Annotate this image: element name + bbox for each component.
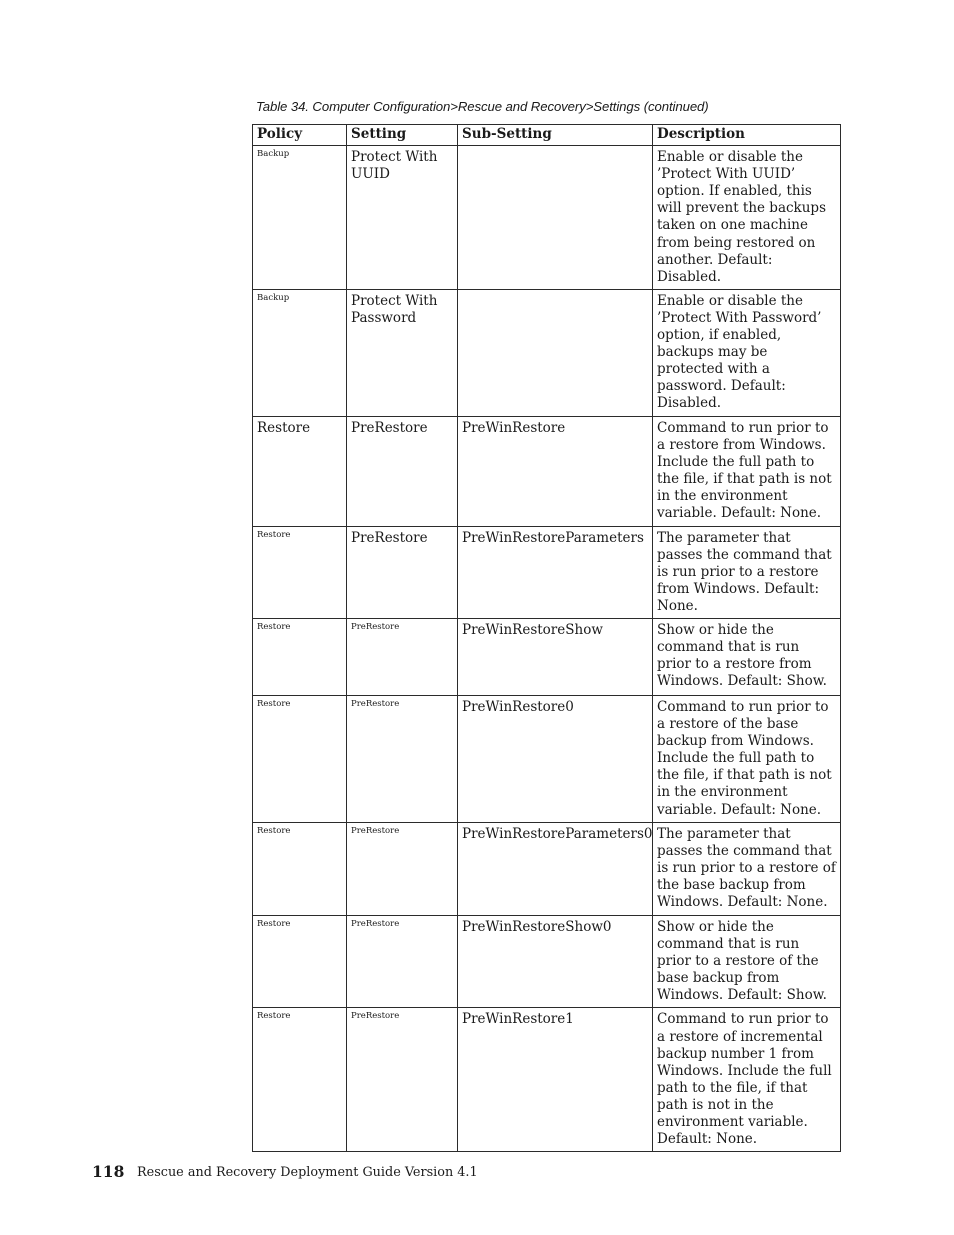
table-caption: Table 34. Computer Configuration>Rescue and Recovery>Settings (continued) <box>256 99 709 114</box>
policy-cell: Restore <box>253 822 347 915</box>
sub-setting-cell: PreWinRestoreParameters <box>458 526 653 618</box>
document-title: Rescue and Recovery Deployment Guide Version 4.1 <box>137 1165 478 1180</box>
policy-cell: Restore <box>253 618 347 695</box>
setting-cell: PreRestore <box>347 526 458 618</box>
column-header-description: Description <box>653 125 841 146</box>
description-cell: Show or hide the command that is run prior to a restore from Windows. Default: Show. <box>653 618 841 695</box>
page-number: 118 <box>92 1162 125 1181</box>
table-header-row <box>253 125 841 146</box>
table-row <box>253 1008 841 1152</box>
table-row <box>253 146 841 290</box>
table-row <box>253 915 841 1007</box>
policy-cell: Restore <box>253 416 347 526</box>
setting-cell: Protect With Password <box>347 289 458 416</box>
column-header-policy: Policy <box>253 125 347 146</box>
table-row <box>253 416 841 526</box>
description-cell: Show or hide the command that is run prior to a restore of the base backup from Windows. Default: Show. <box>653 915 841 1007</box>
policy-cell: Restore <box>253 1008 347 1152</box>
setting-cell: PreRestore <box>347 915 458 1007</box>
policy-cell: Backup <box>253 289 347 416</box>
sub-setting-cell: PreWinRestore <box>458 416 653 526</box>
description-cell: Enable or disable the ’Protect With Password’ option, if enabled, backups may be protected with a password. Default: Disabled. <box>653 289 841 416</box>
setting-cell: PreRestore <box>347 822 458 915</box>
policy-cell: Backup <box>253 146 347 290</box>
policy-cell: Restore <box>253 915 347 1007</box>
sub-setting-cell <box>458 289 653 416</box>
description-cell: Enable or disable the ’Protect With UUID’ option. If enabled, this will prevent the backups taken on one machine from being restored on another. Default: Disabled. <box>653 146 841 290</box>
setting-cell: PreRestore <box>347 618 458 695</box>
table-row <box>253 526 841 618</box>
sub-setting-cell: PreWinRestore0 <box>458 695 653 822</box>
table-row <box>253 822 841 915</box>
table-row <box>253 289 841 416</box>
table-row <box>253 695 841 822</box>
setting-cell: PreRestore <box>347 695 458 822</box>
description-cell: Command to run prior to a restore of the base backup from Windows. Include the full path to the file, if that path is not in the environment variable. Default: None. <box>653 695 841 822</box>
setting-cell: Protect With UUID <box>347 146 458 290</box>
sub-setting-cell: PreWinRestore1 <box>458 1008 653 1152</box>
sub-setting-cell <box>458 146 653 290</box>
sub-setting-cell: PreWinRestoreParameters0 <box>458 822 653 915</box>
column-header-setting: Setting <box>347 125 458 146</box>
policy-cell: Restore <box>253 695 347 822</box>
policy-cell: Restore <box>253 526 347 618</box>
column-header-sub-setting: Sub-Setting <box>458 125 653 146</box>
settings-table <box>252 124 841 1152</box>
description-cell: The parameter that passes the command that is run prior to a restore from Windows. Default: None. <box>653 526 841 618</box>
description-cell: The parameter that passes the command that is run prior to a restore of the base backup from Windows. Default: None. <box>653 822 841 915</box>
setting-cell: PreRestore <box>347 416 458 526</box>
description-cell: Command to run prior to a restore from Windows. Include the full path to the file, if that path is not in the environment variable. Default: None. <box>653 416 841 526</box>
sub-setting-cell: PreWinRestoreShow0 <box>458 915 653 1007</box>
table-row <box>253 618 841 695</box>
description-cell: Command to run prior to a restore of incremental backup number 1 from Windows. Include the full path to the file, if that path is not in the environment variable. Default: None. <box>653 1008 841 1152</box>
sub-setting-cell: PreWinRestoreShow <box>458 618 653 695</box>
setting-cell: PreRestore <box>347 1008 458 1152</box>
